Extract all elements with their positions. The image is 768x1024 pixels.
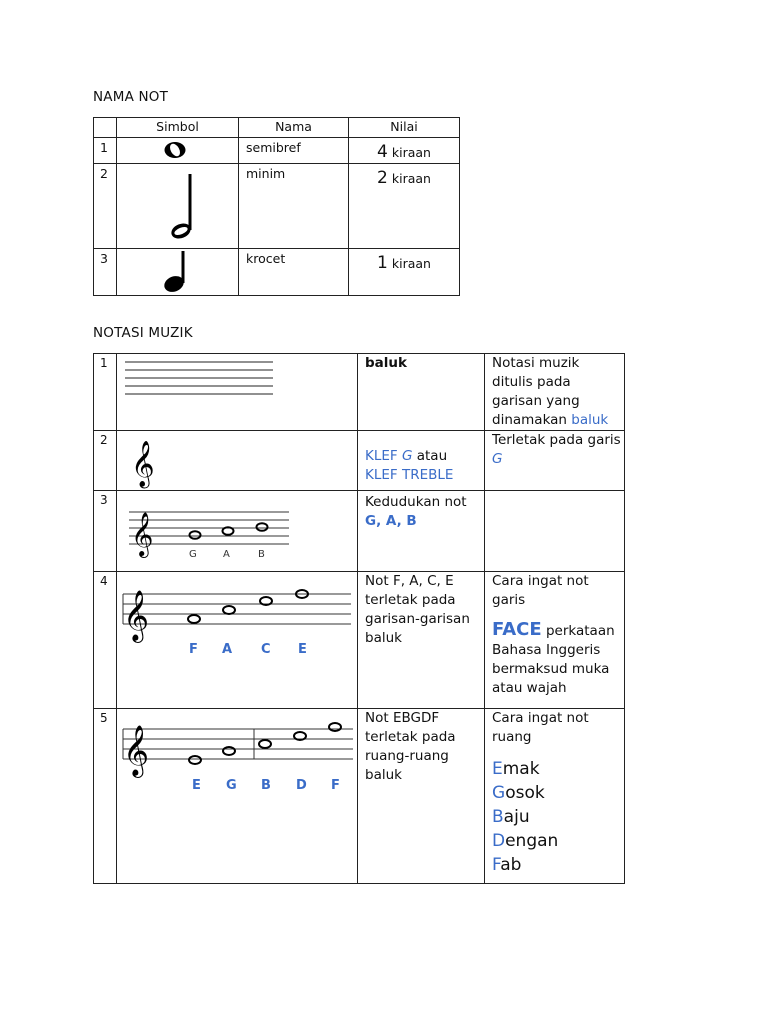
note-name: krocet — [239, 249, 349, 296]
note-value — [349, 138, 460, 164]
note-value — [349, 249, 460, 296]
table-row — [94, 164, 460, 249]
symbol-cell — [117, 249, 239, 296]
explanation-text: Notasi muzik ditulis pada garisan yang dinamakan — [492, 355, 580, 428]
table-row — [94, 354, 625, 431]
section-title-nama-not: NAMA NOT — [93, 89, 169, 105]
row-number: 1 — [94, 138, 117, 164]
half-note-icon — [117, 164, 239, 244]
note-g-icon — [190, 531, 201, 539]
whole-note-icon — [117, 138, 239, 162]
section-title-notasi-muzik: NOTASI MUZIK — [93, 325, 193, 341]
mnemonic-word: Dengan — [492, 831, 559, 851]
table-row — [94, 431, 625, 491]
note-letters: G, A, B — [365, 513, 417, 529]
row-number: 2 — [94, 431, 117, 491]
value-number: 2 — [377, 168, 388, 188]
explanation-cell — [485, 431, 625, 491]
table-row — [94, 572, 625, 709]
row-number: 5 — [94, 709, 117, 884]
staff-cell — [117, 354, 358, 431]
treble-clef-icon: 𝄞 — [131, 512, 154, 556]
klef-label: KLEF — [365, 448, 398, 464]
svg-text:𝄞: 𝄞 — [131, 441, 155, 487]
term-baluk: baluk — [365, 355, 407, 371]
explanation-cell — [485, 709, 625, 884]
header-nilai: Nilai — [349, 118, 460, 138]
description-cell — [358, 431, 485, 491]
note-f-icon — [188, 615, 200, 623]
description-cell — [358, 572, 485, 709]
row-number: 3 — [94, 491, 117, 572]
table-row — [94, 709, 625, 884]
staff-label: A — [222, 642, 233, 657]
highlight-term: baluk — [571, 412, 609, 428]
note-g-icon — [223, 747, 235, 755]
explanation-cell — [485, 491, 625, 572]
highlight-term: G — [492, 451, 503, 467]
description-cell — [358, 354, 485, 431]
treble-clef-icon: 𝄞 — [123, 590, 150, 641]
value-unit: kiraan — [391, 145, 431, 160]
note-f-icon — [329, 723, 341, 731]
connector-text: atau — [416, 448, 448, 464]
staff-label: C — [261, 642, 271, 657]
staff-label: F — [189, 642, 198, 657]
staff-cell — [117, 491, 358, 572]
mnemonic-word: Baju — [492, 807, 530, 827]
treble-clef-icon — [117, 431, 357, 489]
note-a-icon — [223, 606, 235, 614]
value-unit: kiraan — [391, 256, 431, 271]
note-b-icon — [259, 740, 271, 748]
staff-label: E — [298, 642, 307, 657]
treble-clef-icon: 𝄞 — [123, 725, 150, 776]
explanation-text: Terletak pada garis — [492, 432, 621, 448]
row-number: 1 — [94, 354, 117, 431]
staff-gab-image — [117, 491, 357, 569]
music-notation-table — [93, 353, 625, 884]
note-e-icon — [189, 756, 201, 764]
mnemonic-word: Fab — [492, 855, 522, 875]
staff-label: G — [226, 778, 237, 793]
staff-label: E — [192, 778, 201, 793]
quarter-note-icon — [117, 249, 239, 295]
staff-face-image — [117, 572, 357, 706]
staff-egbdf-image — [117, 709, 357, 881]
explanation-cell — [485, 572, 625, 709]
row-number: 2 — [94, 164, 117, 249]
row-number: 4 — [94, 572, 117, 709]
table-row — [94, 249, 460, 296]
header-simbol: Simbol — [117, 118, 239, 138]
staff-cell — [117, 709, 358, 884]
staff-label: F — [331, 778, 340, 793]
symbol-cell — [117, 138, 239, 164]
note-value — [349, 164, 460, 249]
value-unit: kiraan — [391, 171, 431, 186]
table-row — [94, 138, 460, 164]
staff-lines-image — [117, 354, 357, 428]
klef-letter: G — [401, 448, 413, 464]
face-word: FACE — [492, 619, 542, 640]
symbol-cell — [117, 164, 239, 249]
value-number: 4 — [377, 142, 388, 162]
note-name: semibref — [239, 138, 349, 164]
explanation-text: Cara ingat not ruang — [492, 710, 589, 745]
note-b-icon — [257, 523, 268, 531]
description-text: Not F, A, C, E terletak pada garisan-garisan baluk — [365, 573, 470, 646]
note-name: minim — [239, 164, 349, 249]
staff-label: G — [189, 549, 197, 560]
staff-label: B — [258, 549, 265, 560]
mnemonic-word: Gosok — [492, 783, 545, 803]
staff-label: B — [261, 778, 271, 793]
value-number: 1 — [377, 253, 388, 273]
note-names-table — [93, 117, 460, 296]
mnemonic-word: Emak — [492, 759, 540, 779]
header-nama: Nama — [239, 118, 349, 138]
description-text: Not EBGDF terletak pada ruang-ruang baluk — [365, 710, 456, 783]
description-cell — [358, 709, 485, 884]
explanation-text: Cara ingat not garis — [492, 573, 589, 608]
row-number: 3 — [94, 249, 117, 296]
table-header-row — [94, 118, 460, 138]
staff-cell — [117, 431, 358, 491]
position-text: Kedudukan not — [365, 494, 467, 510]
explanation-cell — [485, 354, 625, 431]
klef-treble-label: KLEF TREBLE — [365, 467, 454, 483]
staff-label: A — [223, 549, 230, 560]
staff-label: D — [296, 778, 307, 793]
staff-cell — [117, 572, 358, 709]
face-meaning: perkataan Bahasa Inggeris bermaksud muka atau wajah — [492, 623, 615, 696]
description-cell — [358, 491, 485, 572]
table-row — [94, 491, 625, 572]
